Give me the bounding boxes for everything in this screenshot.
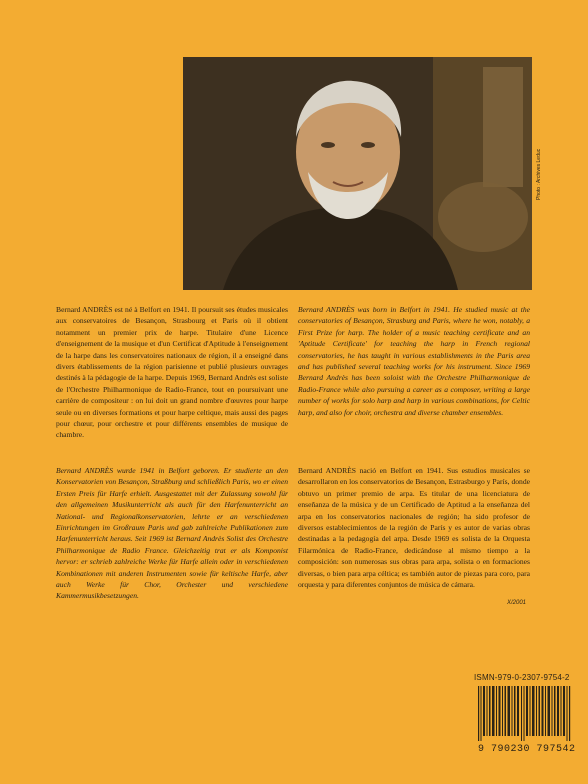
- photo-credit: Photo : Archives Leduc: [536, 148, 542, 200]
- barcode-icon: [476, 686, 576, 741]
- edition-date: X/2001: [507, 600, 527, 606]
- portrait-illustration: [183, 57, 532, 290]
- barcode: [476, 686, 576, 741]
- biography-english: Bernard ANDRÈS was born in Belfort in 1941. He studied music at the conservatories of Besançon, Strasburg and Paris, where he won, notably, a First Prize for harp. The holder of a music teaching certificate and an 'Aptitude Certificate' for teaching the harp in French regional conservatories, he has taught in various establishments in the Paris area and has published several teaching works for his instrument. Since 1969 Bernard Andrès has been soloist with the Orchestre Philharmonique de Radio-France while also pursuing a career as a composer, writing a large number of works for solo harp and harp in various combinations, for Celtic harp, and also for choir, orchestra and diverse chamber ensembles.: [298, 305, 530, 417]
- ismn-code: ISMN-979-0-2307-9754-2: [474, 673, 570, 682]
- biography-french: Bernard ANDRÈS est né à Belfort en 1941. Il poursuit ses études musicales aux conservatoires de Besançon, Strasbourg et Paris où il obtient notamment un premier prix de harpe. Titulaire d'une Licence d'enseignement de la musique et d'un Certificat d'Aptitude à l'enseignement de la harpe dans les conservatoires nationaux de région, il a enseigné dans divers établissements de la région parisienne et publié plusieurs ouvrages destinés à la pédagogie de la harpe. Depuis 1969, Bernard Andrès est soliste de l'Orchestre Philharmonique de Radio-France, tout en poursuivant une carrière de compositeur : on lui doit un grand nombre d'œuvres pour harpe seule ou en diverses formations et pour harpe celtique, mais aussi des pages pour chœur, pour orchestre et pour différents ensembles de musique de chambre.: [56, 305, 288, 440]
- biography-german: Bernard ANDRÈS wurde 1941 in Belfort geboren. Er studierte an den Konservatorien von Besançon, Straßburg und schließlich Paris, wo er einen Ersten Preis für Harfe erhielt. Ausgestattet mit der Zulassung sowohl für den allgemeinen Musikunterricht als auch für den Harfenunterricht an National- und Regionalkonservatorien, lehrte er an verschiedenen Einrichtungen im Großraum Paris und gab zahlreiche Publikationen zum Harfenunterricht heraus. Seit 1969 ist Bernard Andrès Solist des Orchestre Philharmonique de Radio France. Gleichzeitig trat er als Komponist hervor: er schrieb zahlreiche Werke für Harfe allein oder in verschiedenen Kombinationen mit anderen Instrumenten sowie für keltische Harfe, aber auch Werke für Chor, Orchester und verschiedene Kammermusikbesetzungen.: [56, 466, 288, 601]
- biography-spanish: Bernard ANDRÈS nació en Belfort en 1941. Sus estudios musicales se desarrollaron en los conservatorios de Besançon, Estrasburgo y París, donde obtuvo un primer premio de arpa. Es titular de una licenciatura de enseñanza de la música y de un Certificado de Aptitud a la enseñanza del arpa en los conservatorios nacionales de región; ha sido profesor de diversos establecimientos de la región de París y es autor de varias obras destinadas a la pedagogía del arpa. Desde 1969 es solista de la Orquesta Filarmónica de Radio-France, dedicándose al mismo tiempo a la composición: son numerosas sus obras para arpa, solista o en formaciones diversas, o bien para arpa céltica; es también autor de piezas para coro, para orquesta y para diferentes conjuntos de música de cámara.: [298, 466, 530, 590]
- barcode-number: 9 790230 797542: [478, 744, 576, 755]
- composer-photo: [183, 57, 532, 290]
